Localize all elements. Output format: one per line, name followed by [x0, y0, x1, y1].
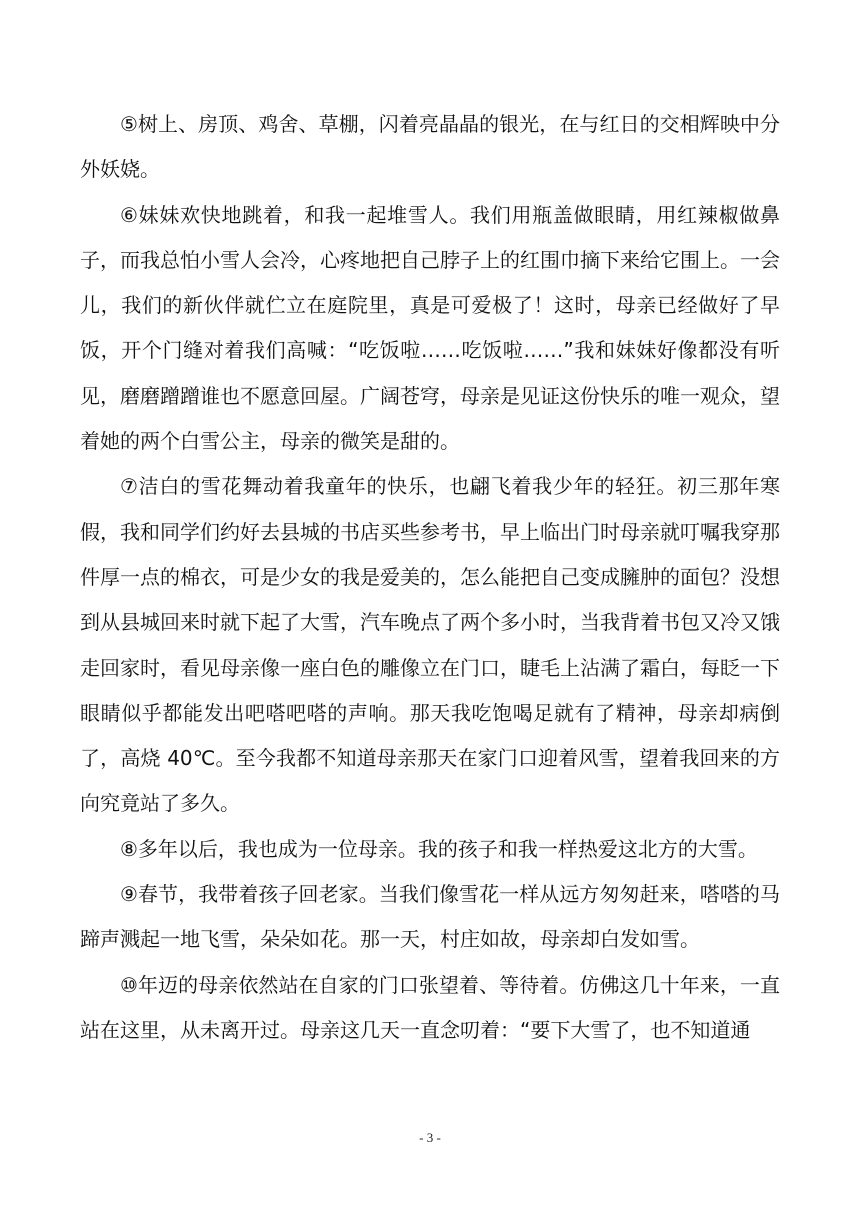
document-body: [80, 102, 780, 1053]
page-number: - 3 -: [419, 1130, 441, 1145]
paragraph-9: ⑨春节，我带着孩子回老家。当我们像雪花一样从远方匆匆赶来，嗒嗒的马蹄声溅起一地飞雪，朵朵如花。那一天，村庄如故，母亲却白发如雪。: [80, 882, 780, 952]
paragraph-5: ⑤树上、房顶、鸡舍、草棚，闪着亮晶晶的银光，在与红日的交相辉映中分外妖娆。: [80, 112, 780, 182]
paragraph-10: ⑩年迈的母亲依然站在自家的门口张望着、等待着。仿佛这几十年来，一直站在这里，从未离开过。母亲这几天一直念叨着：“要下大雪了，也不知道通: [80, 972, 780, 1042]
paragraph-7: ⑦洁白的雪花舞动着我童年的快乐，也翩飞着我少年的轻狂。初三那年寒假，我和同学们约好去县城的书店买些参考书，早上临出门时母亲就叮嘱我穿那件厚一点的棉衣，可是少女的我是爱美的，怎么能把自己变成臃肿的面包？没想到从县城回来时就下起了大雪，汽车晚点了两个多小时，当我背着书包又冷又饿走回家时，看见母亲像一座白色的雕像立在门口，睫毛上沾满了霜白，每眨一下眼睛似乎都能发出吧嗒吧嗒的声响。那天我吃饱喝足就有了精神，母亲却病倒了，高烧 40℃。至今我都不知道母亲那天在家门口迎着风雪，望着我回来的方向究竟站了多久。: [80, 474, 780, 816]
paragraph-8: ⑧多年以后，我也成为一位母亲。我的孩子和我一样热爱这北方的大雪。: [120, 836, 758, 861]
paragraph-6: ⑥妹妹欢快地跳着，和我一起堆雪人。我们用瓶盖做眼睛，用红辣椒做鼻子，而我总怕小雪人会冷，心疼地把自己脖子上的红围巾摘下来给它围上。一会儿，我们的新伙伴就伫立在庭院里，真是可爱极了！这时，母亲已经做好了早饭，开个门缝对着我们高喊：“吃饭啦……吃饭啦……”我和妹妹好像都没有听见，磨磨蹭蹭谁也不愿意回屋。广阔苍穹，母亲是见证这份快乐的唯一观众，望着她的两个白雪公主，母亲的微笑是甜的。: [80, 202, 780, 454]
